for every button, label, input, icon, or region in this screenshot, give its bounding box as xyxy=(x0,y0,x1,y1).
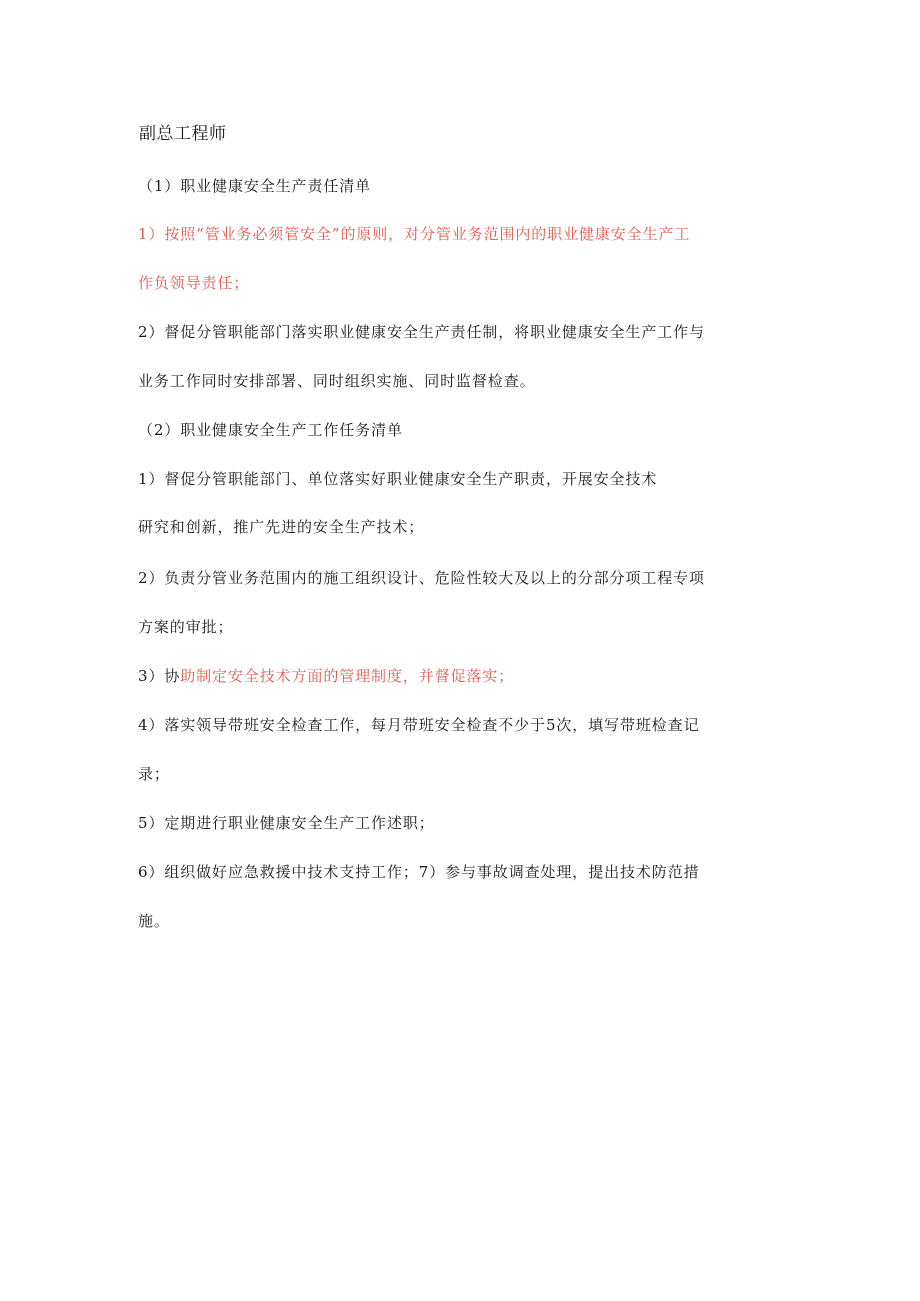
section1-item1-line1: 1）按照“管业务必须管安全”的原则，对分管业务范围内的职业健康安全生产工 xyxy=(138,225,691,243)
section2-item3-highlight: 助制定安全技术方面的管理制度，并督促落实； xyxy=(180,667,515,685)
section2-item6-line2: 施。 xyxy=(138,912,170,930)
section1-item2-line1: 2）督促分管职能部门落实职业健康安全生产责任制，将职业健康安全生产工作与 xyxy=(138,323,705,341)
section1-heading: （1）职业健康安全生产责任清单 xyxy=(138,177,372,195)
section2-item2-line2: 方案的审批； xyxy=(138,618,234,636)
section2-item3 xyxy=(138,666,514,686)
section1-item1-line2: 作负领导责任； xyxy=(138,274,250,292)
section2-item4-line1: 4）落实领导带班安全检查工作，每月带班安全检查不少于5次，填写带班检查记 xyxy=(138,716,700,734)
doc-title: 副总工程师 xyxy=(139,124,227,144)
section2-item2-line1: 2）负责分管业务范围内的施工组织设计、危险性较大及以上的分部分项工程专项 xyxy=(138,569,705,587)
section2-item3-prefix: 3）协 xyxy=(138,667,181,685)
section2-item1-line2: 研究和创新，推广先进的安全生产技术； xyxy=(138,518,425,536)
section2-item6-line1: 6）组织做好应急救援中技术支持工作；7）参与事故调查处理，提出技术防范措 xyxy=(138,863,700,881)
section2-heading: （2）职业健康安全生产工作任务清单 xyxy=(138,421,403,439)
section1-item2-line2: 业务工作同时安排部署、同时组织实施、同时监督检查。 xyxy=(138,372,536,390)
section2-item1-line1: 1）督促分管职能部门、单位落实好职业健康安全生产职责，开展安全技术 xyxy=(138,470,658,488)
section2-item5: 5）定期进行职业健康安全生产工作述职； xyxy=(138,814,435,832)
section2-item4-line2: 录； xyxy=(138,765,170,783)
